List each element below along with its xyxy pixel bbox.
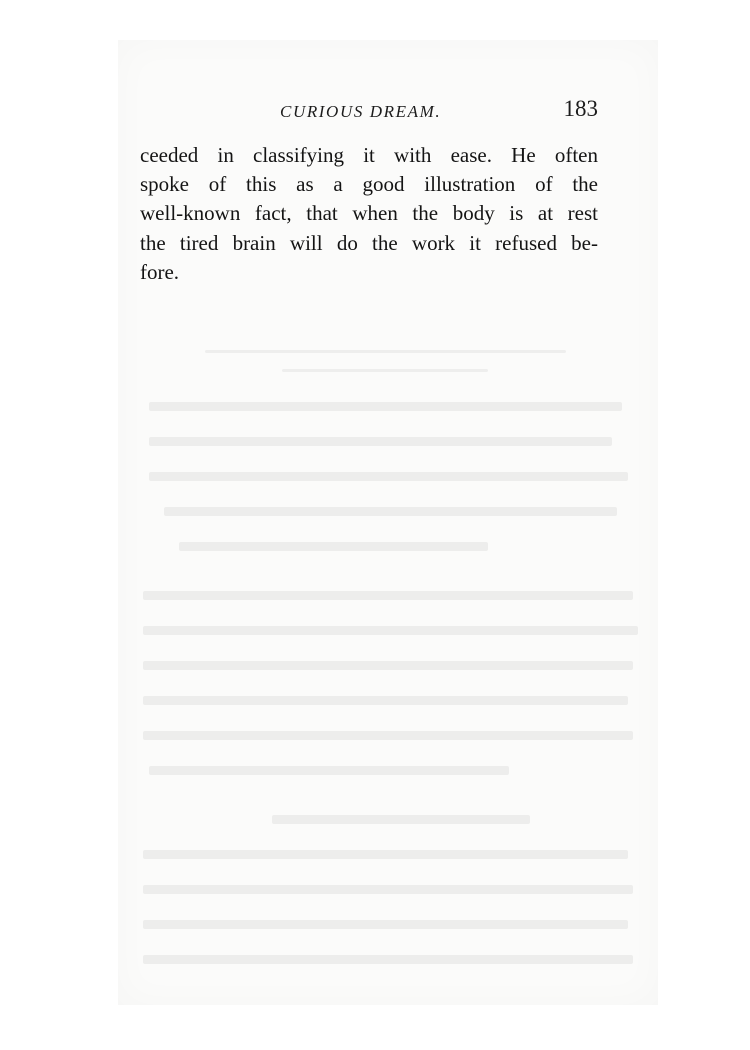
body-paragraph [140, 141, 598, 287]
text-line: fore. [140, 259, 180, 284]
page-number: 183 [563, 96, 598, 121]
running-head [140, 96, 598, 130]
running-title: CURIOUS DREAM. [280, 102, 442, 121]
text-line: well-known fact, that when the body is at rest [140, 201, 598, 226]
text-line: ceeded in classifying it with ease. He often [140, 143, 598, 167]
text-line: the tired brain will do the work it refused be- [140, 230, 598, 255]
text-line: spoke of this as a good illustration of the [140, 172, 598, 197]
